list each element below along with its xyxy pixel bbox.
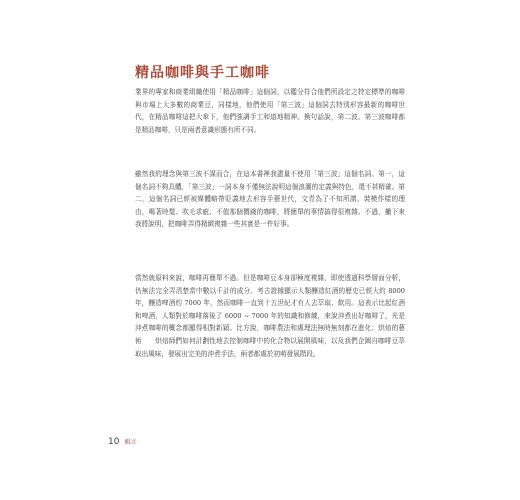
running-section-label: 輯言 xyxy=(124,439,137,446)
chapter-title: 精品咖啡與手工咖啡 xyxy=(135,65,270,81)
body-paragraph-1: 業界的專家和商業組織使用「精品咖啡」這個詞，以鑑分符合他們所設定之特定標準的咖啡與市場上大多數的商業豆，同樣地，他們使用「第三波」這個詞去特別形容最新的咖啡世代，在精品咖啡這把大傘下，他們強調手工和道地精神。換句話說，第二波、第三波咖啡都是精品咖啡，只是兩者意識形態有所不同。 xyxy=(135,88,405,134)
page-number: 10 xyxy=(108,437,120,447)
page-footer xyxy=(108,437,136,447)
body-paragraph-3: 當然就原料來說，咖啡再簡單不過。但是咖啡豆本身卻極度複雜，即使透過科學層面分析，仍無法完全弄清楚當中數以千計的成分。考古證據顯示人類釀造紅酒的歷史已經大約 8000 年，釀造啤酒約 7000 年，然而咖啡一直到十五世紀才有人去萃取、飲用。這表示比起紅酒和啤酒，人類對於咖啡落後了 6000 ~ 7000 年的知識和修練，來說沖煮出好咖啡了，光是沖煮咖啡的概念都顯得相對新穎。比方說，咖啡農法和處理法無時無刻都在進化；烘焙的藝術 烘焙師們如何計劃性地去控制咖啡中的化合物以展開風味，以及我們企圖自咖啡豆萃取出風味，發展出完美的沖煮手法，兩者都處於初萌發展階段。 xyxy=(135,274,405,358)
body-paragraph-2: 雖然我的理念與第三波不謀而合，在這本書裡我盡量不使用「第三波」這個名詞。第一，這個名詞不夠具體，「第三波」一詞本身不僅無法說明這個浪潮的定義與特色，還不甚精確。第二，這個名詞已經被媒體略帶貶義地去形容手藝世代，文青為了不知所謂、裝模作樣的理由，喝著時髦、吹毛求疵、不值那個價錢的咖啡，將簡單的事情搞得很複雜。不過，撇下來我將說明，把咖啡弄得精緻複雜一些其實是一件好事。 xyxy=(135,170,405,229)
